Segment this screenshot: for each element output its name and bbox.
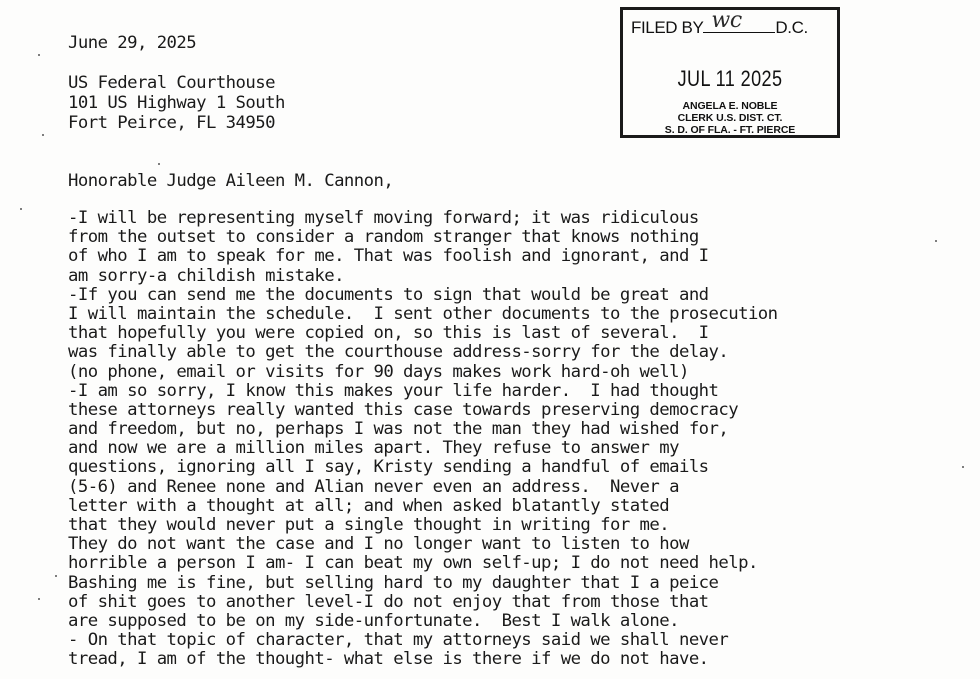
body-line: that hopefully you were copied on, so this is last of several. I (68, 323, 709, 344)
filed-by-label: FILED BY (631, 18, 704, 37)
initials-blank (703, 8, 775, 33)
body-line: tread, I am of the thought- what else is there if we do not have. (68, 649, 709, 670)
scan-speck (38, 54, 40, 56)
address-line-3: Fort Peirce, FL 34950 (68, 113, 275, 133)
clerk-title: CLERK U.S. DIST. CT. (677, 112, 783, 124)
address-line-1: US Federal Courthouse (68, 73, 275, 93)
body-line: -If you can send me the documents to sign that would be great and (68, 284, 709, 305)
body-line: - On that topic of character, that my attorneys said we shall never (68, 630, 729, 651)
body-line: They do not want the case and I no longer want to listen to how (68, 534, 689, 555)
letter-body (68, 209, 778, 670)
body-line: I will maintain the schedule. I sent other documents to the prosecution (68, 303, 778, 324)
body-line: of who I am to speak for me. That was foolish and ignorant, and I (68, 246, 709, 267)
body-line: (5-6) and Renee none and Alian never even an address. Never a (68, 476, 679, 497)
scan-speck (158, 163, 160, 165)
body-line: -I will be representing myself moving forward; it was ridiculous (68, 208, 699, 228)
scan-speck (38, 598, 40, 600)
body-line: questions, ignoring all I say, Kristy sending a handful of emails (68, 457, 709, 478)
clerk-district: S. D. OF FLA. - FT. PIERCE (664, 124, 796, 136)
filed-date: JUL 11 2025 (677, 66, 783, 91)
body-line: of shit goes to another level-I do not enjoy that from those that (68, 591, 709, 612)
body-line: are supposed to be on my side-unfortunate. Best I walk alone. (68, 610, 679, 631)
address-line-2: 101 US Highway 1 South (68, 93, 285, 113)
body-line: and now we are a million miles apart. They refuse to answer my (68, 438, 679, 459)
body-line: from the outset to consider a random stranger that knows nothing (68, 227, 699, 248)
body-line: letter with a thought at all; and when asked blatantly stated (68, 495, 670, 516)
scan-speck (55, 575, 57, 577)
handwritten-initials: wc (711, 8, 742, 33)
clerk-name: ANGELA E. NOBLE (682, 100, 778, 112)
scan-speck (42, 134, 44, 136)
letter-date: June 29, 2025 (68, 33, 197, 53)
dc-label: D.C. (775, 18, 808, 37)
filing-stamp (620, 7, 840, 138)
body-line: horrible a person I am- I can beat my own self-up; I do not need help. (68, 553, 758, 574)
body-line: (no phone, email or visits for 90 days makes work hard-oh well) (68, 361, 689, 382)
body-line: -I am so sorry, I know this makes your life harder. I had thought (68, 380, 719, 401)
scan-speck (935, 240, 937, 242)
body-line: was finally able to get the courthouse address-sorry for the delay. (68, 342, 729, 363)
body-line: am sorry-a childish mistake. (68, 265, 344, 286)
scan-speck (20, 208, 22, 210)
clerk-block (623, 100, 837, 136)
body-line: Bashing me is fine, but selling hard to my daughter that I a peice (68, 572, 719, 593)
salutation: Honorable Judge Aileen M. Cannon, (68, 171, 394, 191)
body-line: and freedom, but no, perhaps I was not the man they had wished for, (68, 419, 729, 440)
filed-by-row (631, 8, 808, 38)
body-line: that they would never put a single thought in writing for me. (68, 515, 670, 535)
body-line: these attorneys really wanted this case towards preserving democracy (68, 399, 739, 420)
scan-speck (962, 466, 964, 468)
